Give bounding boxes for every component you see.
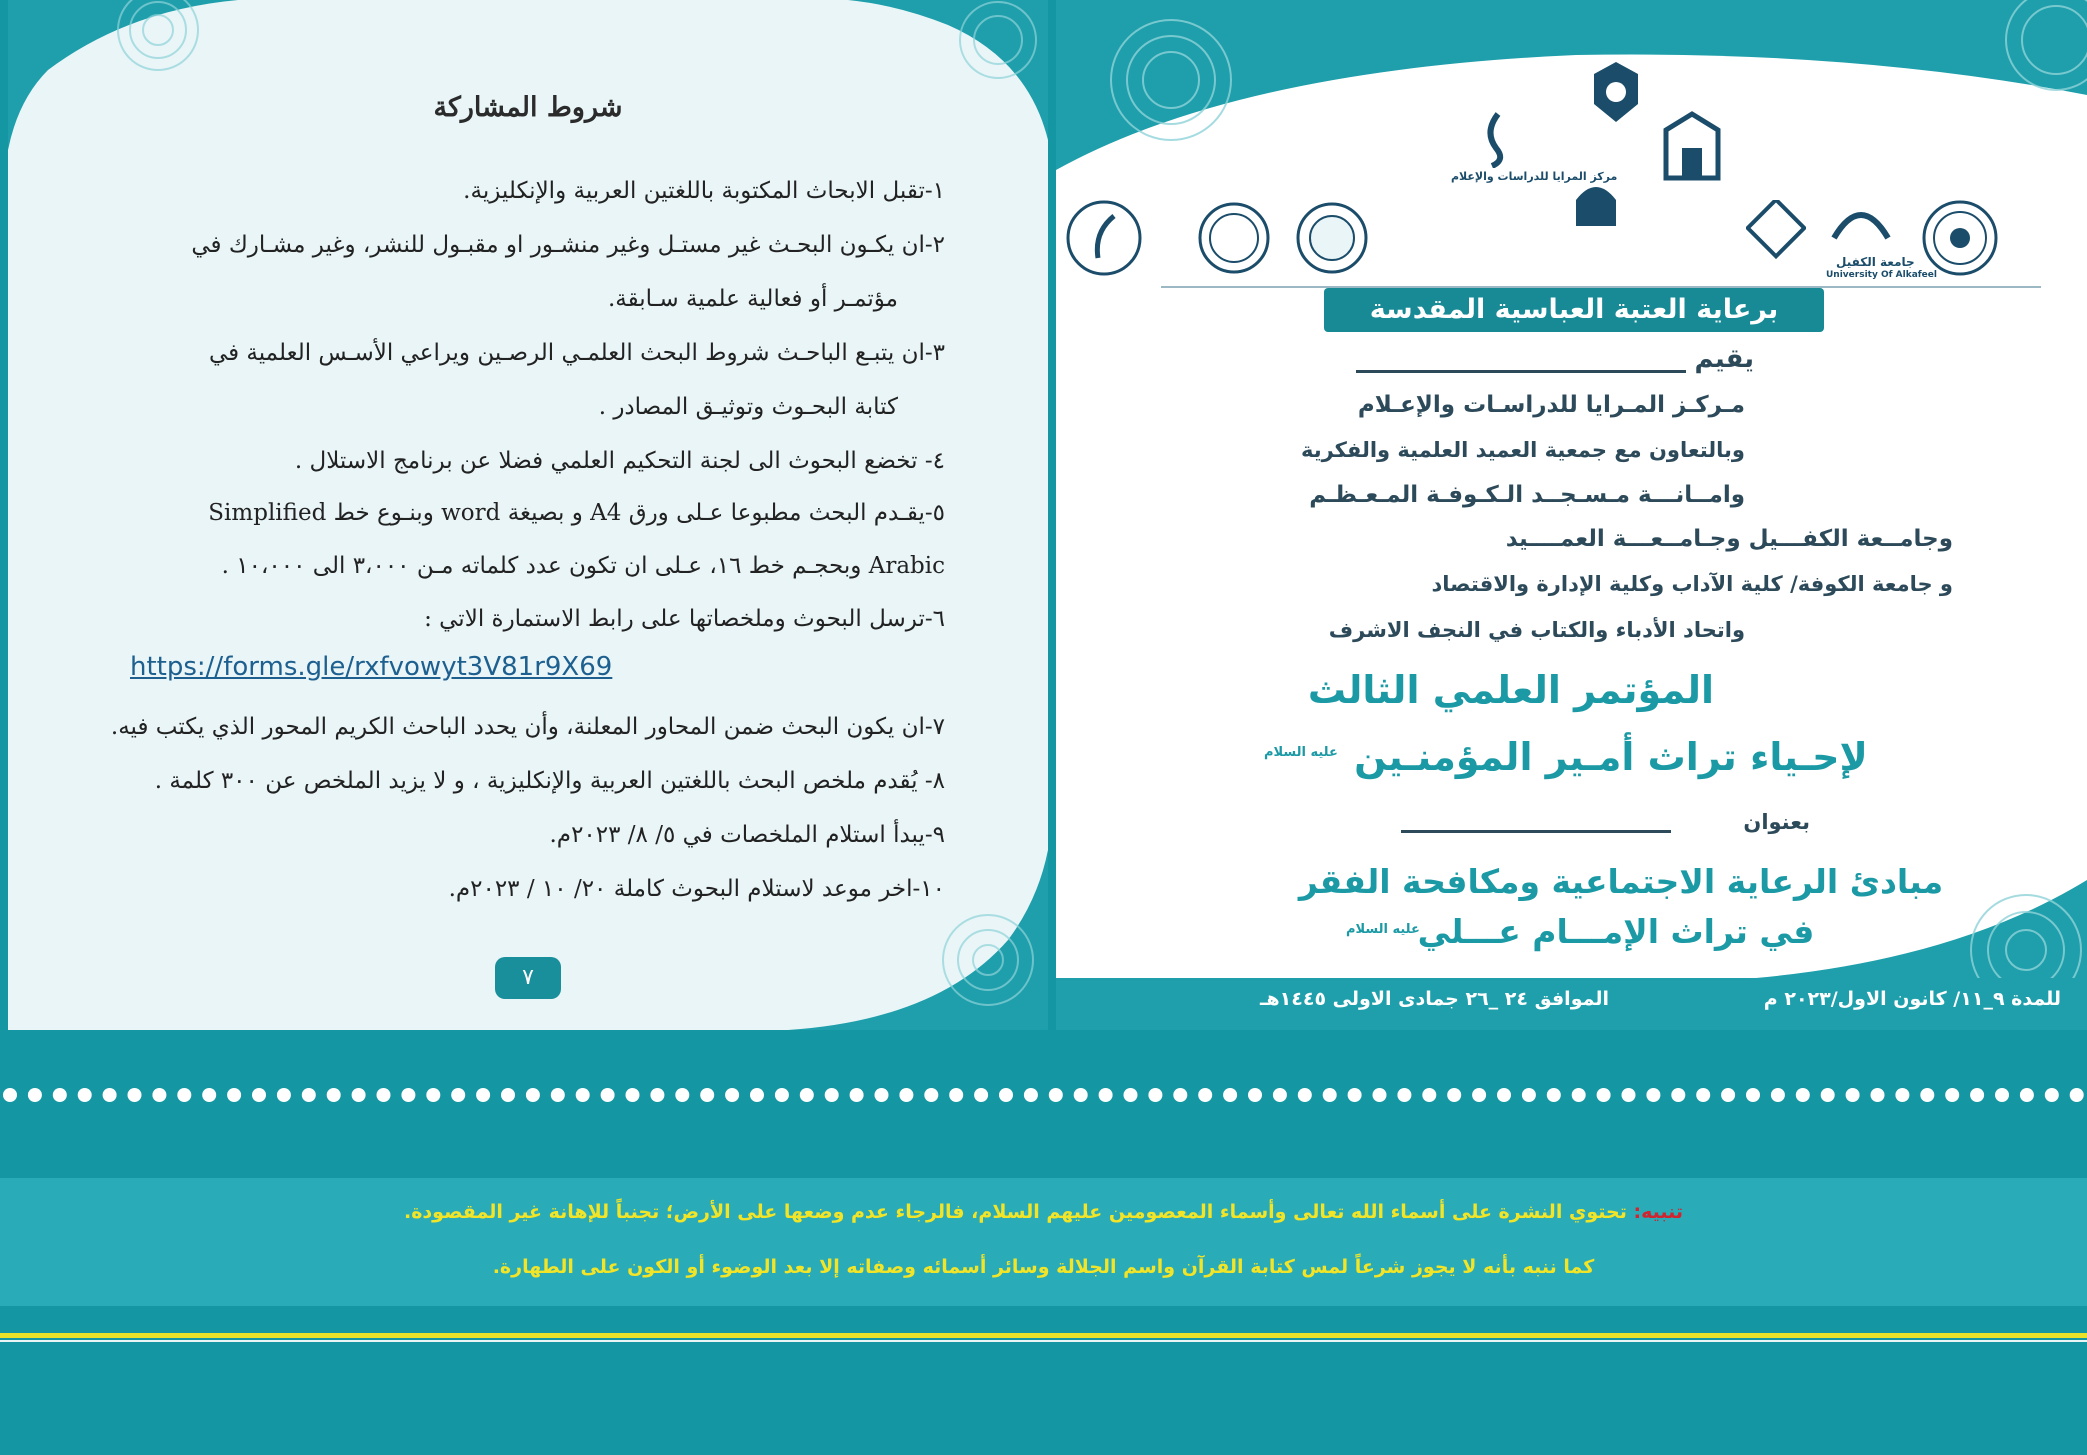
separator-dot bbox=[1572, 1088, 1586, 1102]
separator-dot bbox=[1821, 1088, 1835, 1102]
separator-dot bbox=[750, 1088, 764, 1102]
separator-dot bbox=[1173, 1088, 1187, 1102]
yellow-rule bbox=[0, 1333, 2087, 1338]
separator-dot bbox=[1124, 1088, 1138, 1102]
separator-dot bbox=[1074, 1088, 1088, 1102]
separator-dot bbox=[451, 1088, 465, 1102]
notice-label: تنبيه: bbox=[1633, 1201, 1684, 1223]
separator-dot bbox=[825, 1088, 839, 1102]
condition-7: ٧-ان يكون البحث ضمن المحاور المعلنة، وأن يحدد الباحث الكريم المحور الذي يكتب فيه. bbox=[110, 714, 945, 740]
separator-dot bbox=[1223, 1088, 1237, 1102]
separator-dot bbox=[1522, 1088, 1536, 1102]
right-page bbox=[1056, 0, 2087, 1030]
separator-dot bbox=[1746, 1088, 1760, 1102]
separator-dot bbox=[725, 1088, 739, 1102]
separator-dot bbox=[1671, 1088, 1685, 1102]
separator-dot bbox=[1148, 1088, 1162, 1102]
separator-dot bbox=[1771, 1088, 1785, 1102]
org-line-5: و جامعة الكوفة/ كلية الآداب وكلية الإدارة والاقتصاد bbox=[1431, 572, 1953, 596]
separator-dot bbox=[476, 1088, 490, 1102]
separator-dot bbox=[626, 1088, 640, 1102]
separator-dot bbox=[177, 1088, 191, 1102]
alkafeel-logo-text-en: University Of Alkafeel bbox=[1826, 270, 1937, 280]
condition-3: ٣-ان يتبـع الباحـث شروط البحث العلمـي الرصـين ويراعي الأسـس العلمية في bbox=[208, 340, 945, 366]
separator-dot bbox=[2070, 1088, 2084, 1102]
notice-band bbox=[0, 1178, 2087, 1306]
titled-label: بعنوان bbox=[1743, 810, 1810, 834]
separator-dot bbox=[1024, 1088, 1038, 1102]
separator-dot bbox=[1248, 1088, 1262, 1102]
separator-dot bbox=[1622, 1088, 1636, 1102]
separator-dot bbox=[675, 1088, 689, 1102]
separator-dot bbox=[551, 1088, 565, 1102]
hijri-text: الموافق ٢٤ _٢٦ جمادى الاولى ١٤٤٥هـ bbox=[1260, 988, 1609, 1010]
kufa-mosque-square-logo bbox=[1746, 200, 1806, 270]
separator-dot bbox=[1422, 1088, 1436, 1102]
separator-dot bbox=[775, 1088, 789, 1102]
condition-5: ٥-يقـدم البحث مطبوعا عـلى ورق A4 و بصيغة word وبنـوع خط Simplified bbox=[208, 500, 945, 526]
administration-college-logo bbox=[1294, 200, 1370, 276]
condition-4: ٤- تخضع البحوث الى لجنة التحكيم العلمي فضلا عن برنامج الاستلال . bbox=[294, 448, 945, 474]
separator-dot bbox=[3, 1088, 17, 1102]
corner-rosette-top-left bbox=[8, 0, 238, 150]
separator-dot bbox=[1895, 1088, 1909, 1102]
duration-text: للمدة ٩_١١/ كانون الاول/٢٠٢٣ م bbox=[1763, 988, 2061, 1010]
form-link[interactable]: https://forms.gle/rxfvowyt3V81r9X69 bbox=[130, 652, 613, 682]
feather-pen-logo bbox=[1064, 198, 1144, 278]
corner-rosette-top-left bbox=[1086, 5, 1256, 155]
titled-underline bbox=[1401, 830, 1671, 833]
org-line-4: وجامــعة الكفـــيل وجـامــعـــة العمــــيد bbox=[1505, 526, 1953, 552]
separator-dot bbox=[1323, 1088, 1337, 1102]
separator-dot bbox=[277, 1088, 291, 1102]
separator-dot bbox=[128, 1088, 142, 1102]
separator-dot bbox=[2045, 1088, 2059, 1102]
separator-dot bbox=[78, 1088, 92, 1102]
separator-dot bbox=[1696, 1088, 1710, 1102]
separator-dot bbox=[899, 1088, 913, 1102]
separator-dot bbox=[501, 1088, 515, 1102]
university-mosque-logo bbox=[1656, 108, 1728, 188]
condition-3-cont: كتابة البحـوث وتوثيـق المصادر . bbox=[598, 394, 898, 420]
condition-8: ٨- يُقدم ملخص البحث باللغتين العربية والإنكليزية ، و لا يزيد الملخص عن ٣٠٠ كلمة . bbox=[154, 768, 945, 794]
separator-dot bbox=[1796, 1088, 1810, 1102]
amid-society-dome-logo bbox=[1566, 170, 1626, 230]
separator-dot bbox=[1497, 1088, 1511, 1102]
amid-university-seal-logo bbox=[1920, 198, 2000, 278]
patronage-text: برعاية العتبة العباسية المقدسة bbox=[1369, 294, 1779, 325]
separator-dot bbox=[1547, 1088, 1561, 1102]
separator-dot bbox=[28, 1088, 42, 1102]
org-line-3: وامــانـــة مـسـجــد الـكـوفـة المـعـظـم bbox=[1309, 482, 1745, 508]
separator-dot bbox=[1397, 1088, 1411, 1102]
separator-dot bbox=[1970, 1088, 1984, 1102]
organizes-label: يقيم bbox=[1694, 344, 1754, 374]
separator-dot bbox=[1049, 1088, 1063, 1102]
separator-dot bbox=[1846, 1088, 1860, 1102]
separator-dot bbox=[1099, 1088, 1113, 1102]
separator-dot bbox=[53, 1088, 67, 1102]
conference-title: المؤتمر العلمي الثالث bbox=[1307, 668, 1715, 712]
notice-line-2: كما ننبه بأنه لا يجوز شرعاً لمس كتابة القرآن واسم الجلالة وسائر أسمائه وصفاته إلا بعد الوضوء أو الكون على الطهارة. bbox=[492, 1256, 1595, 1278]
literature-college-logo bbox=[1196, 200, 1272, 276]
separator-dot bbox=[1348, 1088, 1362, 1102]
separator-dot bbox=[1198, 1088, 1212, 1102]
separator-dot bbox=[1721, 1088, 1735, 1102]
separator-dot bbox=[800, 1088, 814, 1102]
separator-dot bbox=[1447, 1088, 1461, 1102]
separator-dot bbox=[1597, 1088, 1611, 1102]
separator-dot bbox=[1920, 1088, 1934, 1102]
condition-2-cont: مؤتمـر أو فعالية علمية سـابقة. bbox=[607, 286, 898, 312]
separator-dot bbox=[202, 1088, 216, 1102]
org-line-2: وبالتعاون مع جمعية العميد العلمية والفكرية bbox=[1300, 438, 1745, 462]
separator-dot bbox=[302, 1088, 316, 1102]
condition-1: ١-تقبل الابحاث المكتوبة باللغتين العربية والإنكليزية. bbox=[463, 178, 945, 204]
separator-dot bbox=[1298, 1088, 1312, 1102]
separator-dot bbox=[999, 1088, 1013, 1102]
separator-dot bbox=[252, 1088, 266, 1102]
separator-dot bbox=[1273, 1088, 1287, 1102]
separator-dot bbox=[1871, 1088, 1885, 1102]
organizes-underline bbox=[1356, 370, 1686, 373]
org-line-6: واتحاد الأدباء والكتاب في النجف الاشرف bbox=[1328, 618, 1745, 642]
alkafeel-university-logo bbox=[1826, 198, 1896, 254]
separator-dot bbox=[650, 1088, 664, 1102]
page-number: ٧ bbox=[495, 957, 561, 999]
separator-dot bbox=[576, 1088, 590, 1102]
left-page bbox=[8, 0, 1048, 1030]
notice-text-1: تحتوي النشرة على أسماء الله تعالى وأسماء المعصومين عليهم السلام، فالرجاء عدم وضعها على الأرض؛ تجنباً للإهانة غير المقصودة. bbox=[403, 1201, 1627, 1223]
separator-dot bbox=[327, 1088, 341, 1102]
separator-dot bbox=[1995, 1088, 2009, 1102]
separator-dot bbox=[426, 1088, 440, 1102]
separator-dot bbox=[1945, 1088, 1959, 1102]
separator-dot bbox=[1373, 1088, 1387, 1102]
corner-rosette-top-right bbox=[1956, 0, 2087, 120]
honorific-1: عليه السلام bbox=[1264, 745, 1338, 760]
separator-dot bbox=[601, 1088, 615, 1102]
org-line-1: مـركـز المـرايا للدراسـات والإعـلام bbox=[1357, 392, 1745, 418]
separator-dot bbox=[352, 1088, 366, 1102]
separator-dot bbox=[526, 1088, 540, 1102]
notice-line-1 bbox=[0, 1201, 2087, 1223]
separator-dot bbox=[2020, 1088, 2034, 1102]
separator-dot bbox=[875, 1088, 889, 1102]
separator-dot bbox=[227, 1088, 241, 1102]
separator-dot bbox=[103, 1088, 117, 1102]
condition-10: ١٠-اخر موعد لاستلام البحوث كاملة ٢٠/ ١٠ / ٢٠٢٣م. bbox=[448, 876, 945, 902]
separator-dot bbox=[1646, 1088, 1660, 1102]
separator-dot bbox=[401, 1088, 415, 1102]
separator-dot bbox=[700, 1088, 714, 1102]
maraya-logo-text: مركز المرايا للدراسات والإعلام bbox=[1451, 170, 1618, 183]
honorific-2: عليه السلام bbox=[1346, 922, 1420, 937]
condition-9: ٩-يبدأ استلام الملخصات في ٥/ ٨/ ٢٠٢٣م. bbox=[549, 822, 945, 848]
alkafeel-logo-text: جامعة الكفيل bbox=[1836, 255, 1915, 269]
maraya-center-logo bbox=[1466, 108, 1526, 168]
participation-terms-title: شروط المشاركة bbox=[433, 92, 623, 123]
dotted-separator bbox=[0, 1087, 2087, 1103]
condition-5-cont: Arabic وبحجـم خط ١٦، عـلى ان تكون عدد كلماته مـن ٣،٠٠٠ الى ١٠،٠٠٠ . bbox=[221, 553, 945, 579]
separator-dot bbox=[1472, 1088, 1486, 1102]
separator-dot bbox=[152, 1088, 166, 1102]
separator-dot bbox=[949, 1088, 963, 1102]
topic-line-2: في تراث الإمـــام عـــلي bbox=[1417, 912, 1815, 951]
separator-dot bbox=[974, 1088, 988, 1102]
separator-dot bbox=[924, 1088, 938, 1102]
condition-6: ٦-ترسل البحوث وملخصاتها على رابط الاستمارة الاتي : bbox=[424, 606, 945, 632]
separator-dot bbox=[850, 1088, 864, 1102]
white-rule bbox=[0, 1340, 2087, 1342]
conference-subtitle: لإحـياء تراث أمـير المؤمنـين bbox=[1354, 735, 1868, 779]
separator-dot bbox=[377, 1088, 391, 1102]
topic-line-1: مبادئ الرعاية الاجتماعية ومكافحة الفقر bbox=[1298, 862, 1944, 901]
condition-2: ٢-ان يكـون البحـث غير مستـل وغير منشـور او مقبـول للنشر، وغير مشـارك في bbox=[191, 232, 945, 258]
abbas-shrine-hand-logo bbox=[1576, 56, 1656, 136]
